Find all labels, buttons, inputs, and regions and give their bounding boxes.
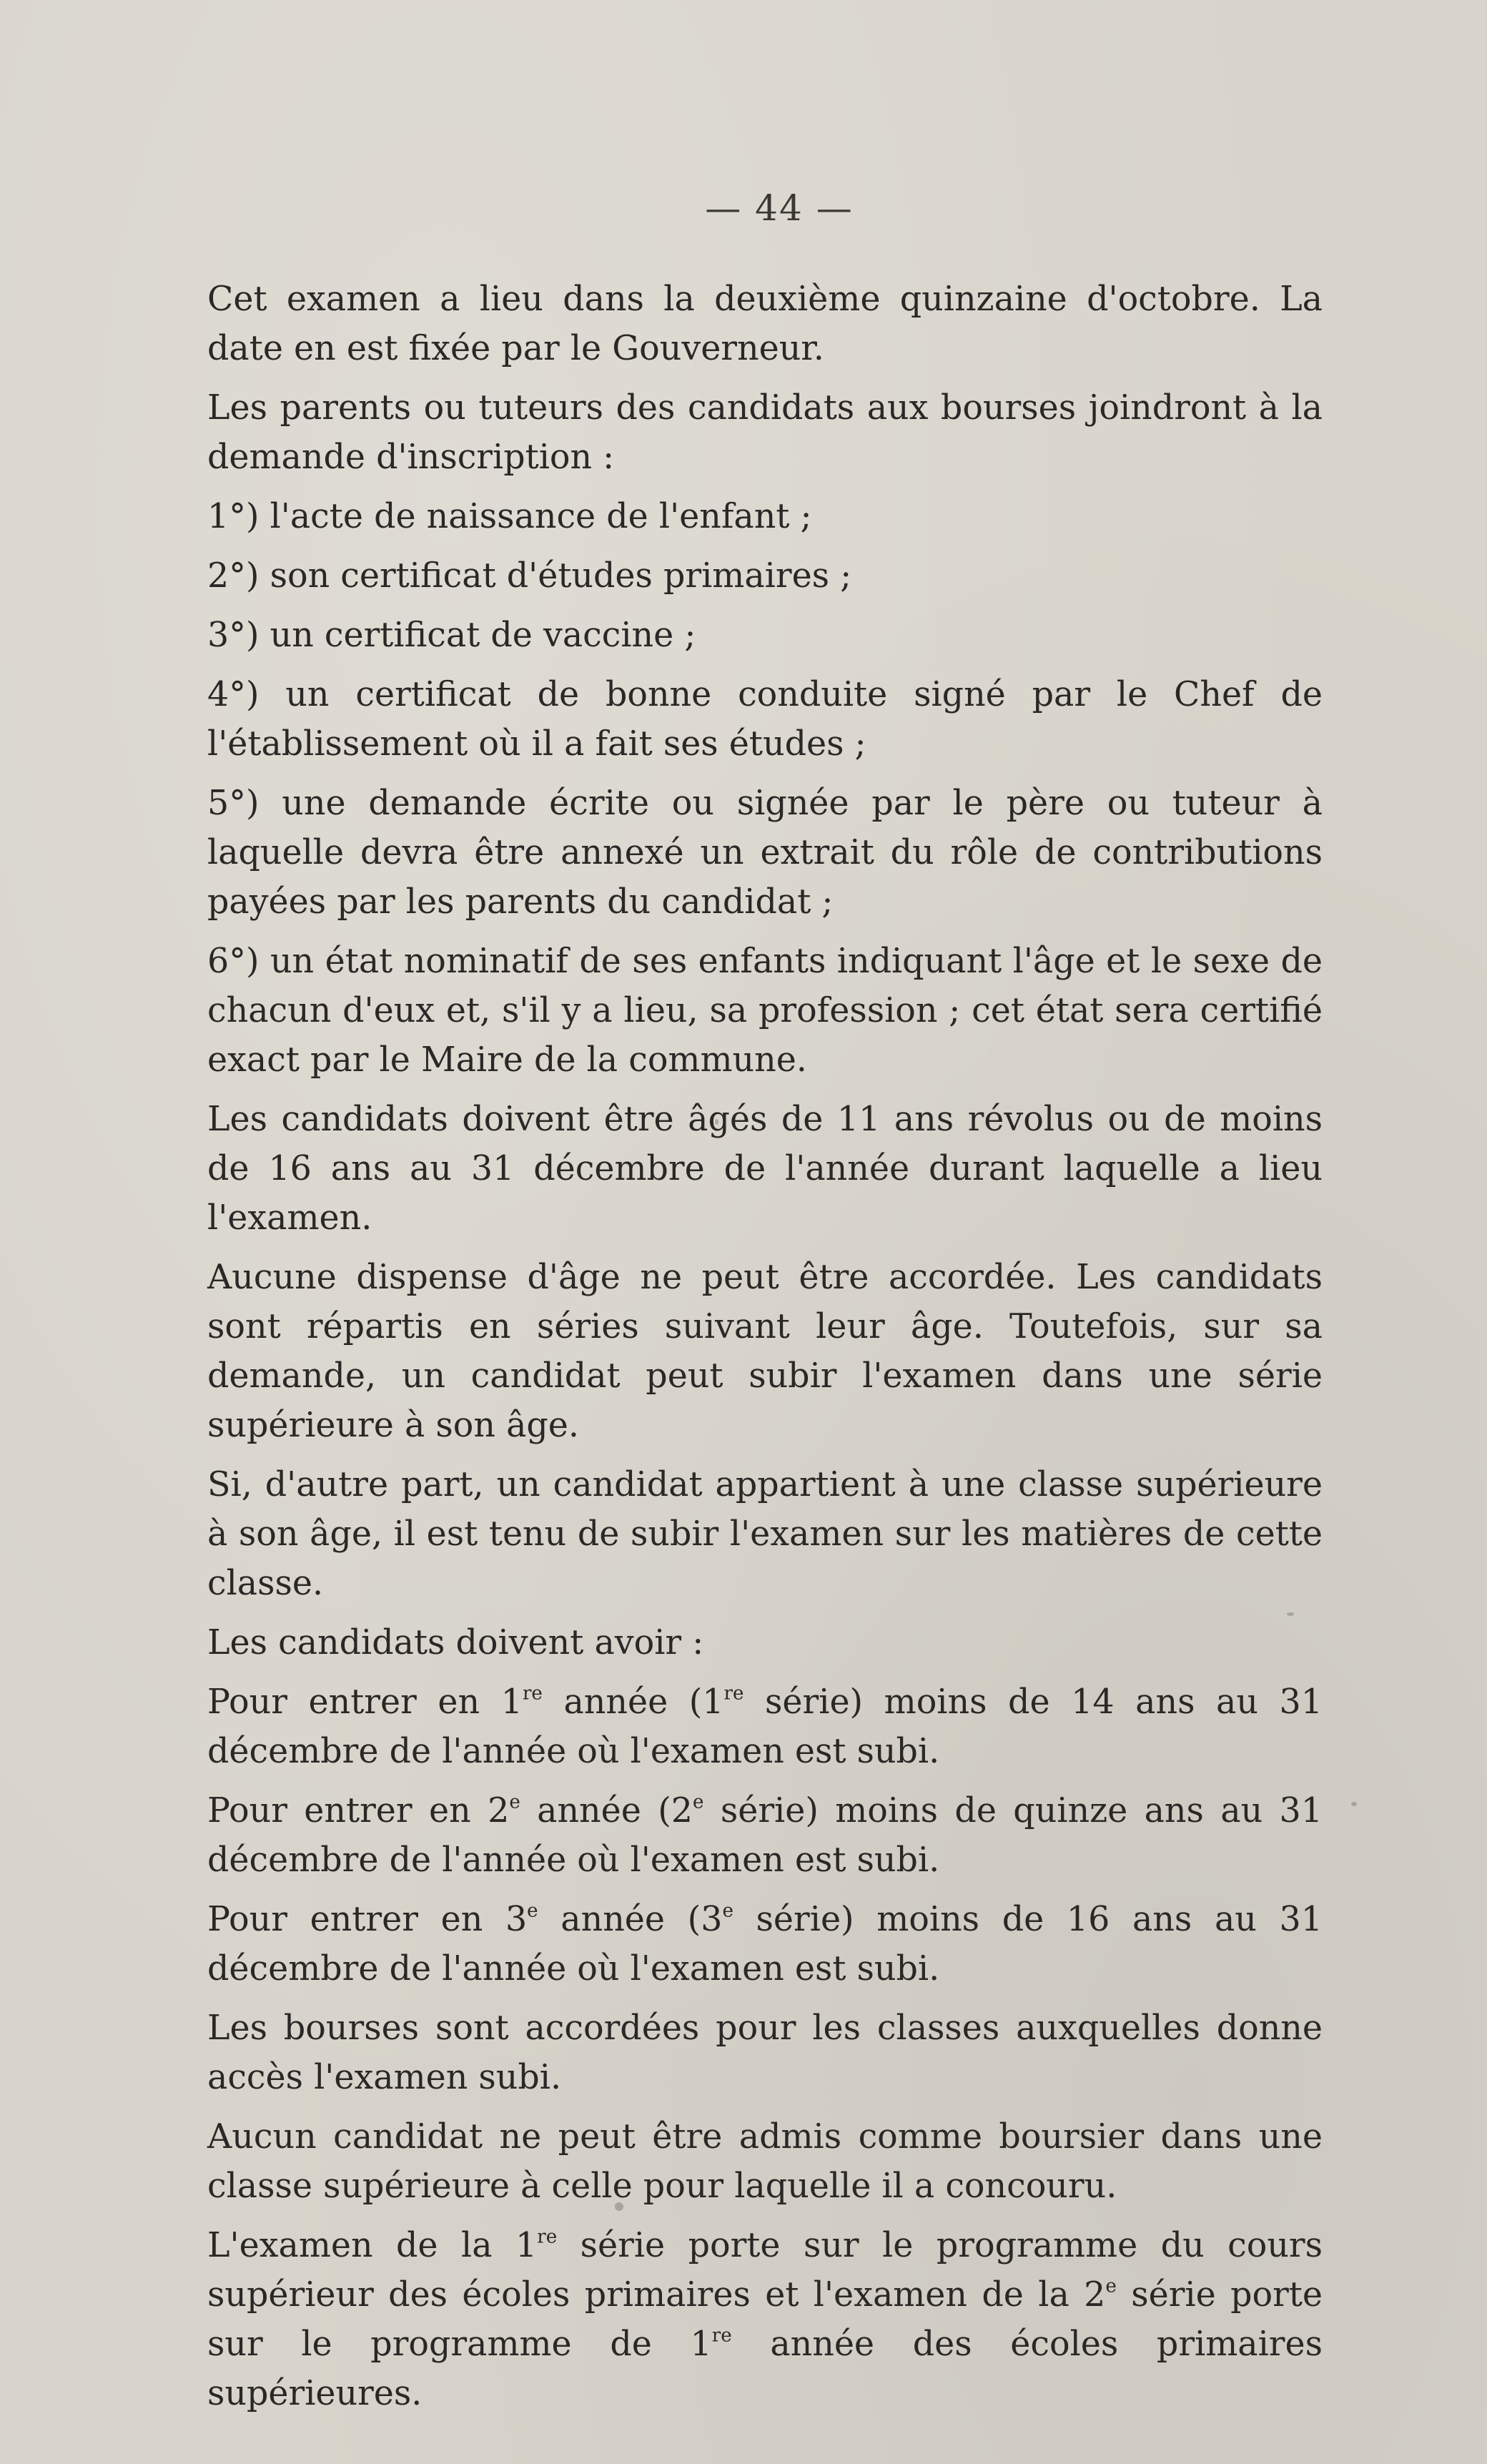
paper-speck (715, 1119, 718, 1125)
page-number: — 44 — (705, 187, 854, 229)
paragraph-candidates-must: Les candidats doivent avoir : (207, 1623, 704, 1662)
series-rule-first-year: Pour entrer en 1re année (1re série) moins de 14 ans au 31 décembre de l'année où l'examen est subi. (207, 1682, 1323, 1771)
paragraph-higher-class: Si, d'autre part, un candidat appartient à une classe supérieure à son âge, il est tenu de subir l'examen sur les matières de cette classe. (207, 1465, 1323, 1603)
paper-speck (1351, 1802, 1357, 1806)
paragraph-no-higher-admission: Aucun candidat ne peut être admis comme boursier dans une classe supérieure à celle pour laquelle il a concouru. (207, 2117, 1323, 2206)
list-item-conduct-certificate: 4°) un certificat de bonne conduite signé par le Chef de l'établissement où il a fait ses études ; (207, 675, 1323, 764)
paragraph-exam-program: L'examen de la 1re série porte sur le programme du cours supérieur des écoles primaires et l'examen de la 2e série porte sur le programme de 1re année des écoles primaires supérieures. (207, 2226, 1323, 2413)
paragraph-no-dispensation: Aucune dispense d'âge ne peut être accordée. Les candidats sont répartis en séries suivant leur âge. Toutefois, sur sa demande, un candidat peut subir l'examen dans une série supérieure à son âge. (207, 1258, 1323, 1445)
list-item-vaccine-certificate: 3°) un certificat de vaccine ; (207, 616, 696, 655)
list-item-birth-certificate: 1°) l'acte de naissance de l'enfant ; (207, 497, 812, 536)
series-rule-second-year: Pour entrer en 2e année (2e série) moins de quinze ans au 31 décembre de l'année où l'examen est subi. (207, 1791, 1323, 1880)
paragraph-documents-intro: Les parents ou tuteurs des candidats aux bourses joindront à la demande d'inscription : (207, 388, 1323, 477)
paper-speck (1287, 1612, 1294, 1616)
paragraph-exam-date: Cet examen a lieu dans la deuxième quinzaine d'octobre. La date en est fixée par le Gouverneur. (207, 280, 1323, 368)
paper-speck (615, 2202, 623, 2211)
list-item-children-statement: 6°) un état nominatif de ses enfants indiquant l'âge et le sexe de chacun d'eux et, s'il y a lieu, sa profession ; cet état sera certifié exact par le Maire de la commune. (207, 942, 1323, 1080)
list-item-primary-certificate: 2°) son certificat d'études primaires ; (207, 556, 852, 596)
paragraph-age-requirement: Les candidats doivent être âgés de 11 ans révolus ou de moins de 16 ans au 31 décembre de l'année durant laquelle a lieu l'examen. (207, 1100, 1323, 1238)
list-item-signed-request: 5°) une demande écrite ou signée par le père ou tuteur à laquelle devra être annexé un extrait du rôle de contributions payées par les parents du candidat ; (207, 784, 1323, 922)
series-rule-third-year: Pour entrer en 3e année (3e série) moins de 16 ans au 31 décembre de l'année où l'examen est subi. (207, 1900, 1323, 1989)
paragraph-bourses-access: Les bourses sont accordées pour les classes auxquelles donne accès l'examen subi. (207, 2009, 1323, 2097)
body-text (207, 275, 1323, 2418)
